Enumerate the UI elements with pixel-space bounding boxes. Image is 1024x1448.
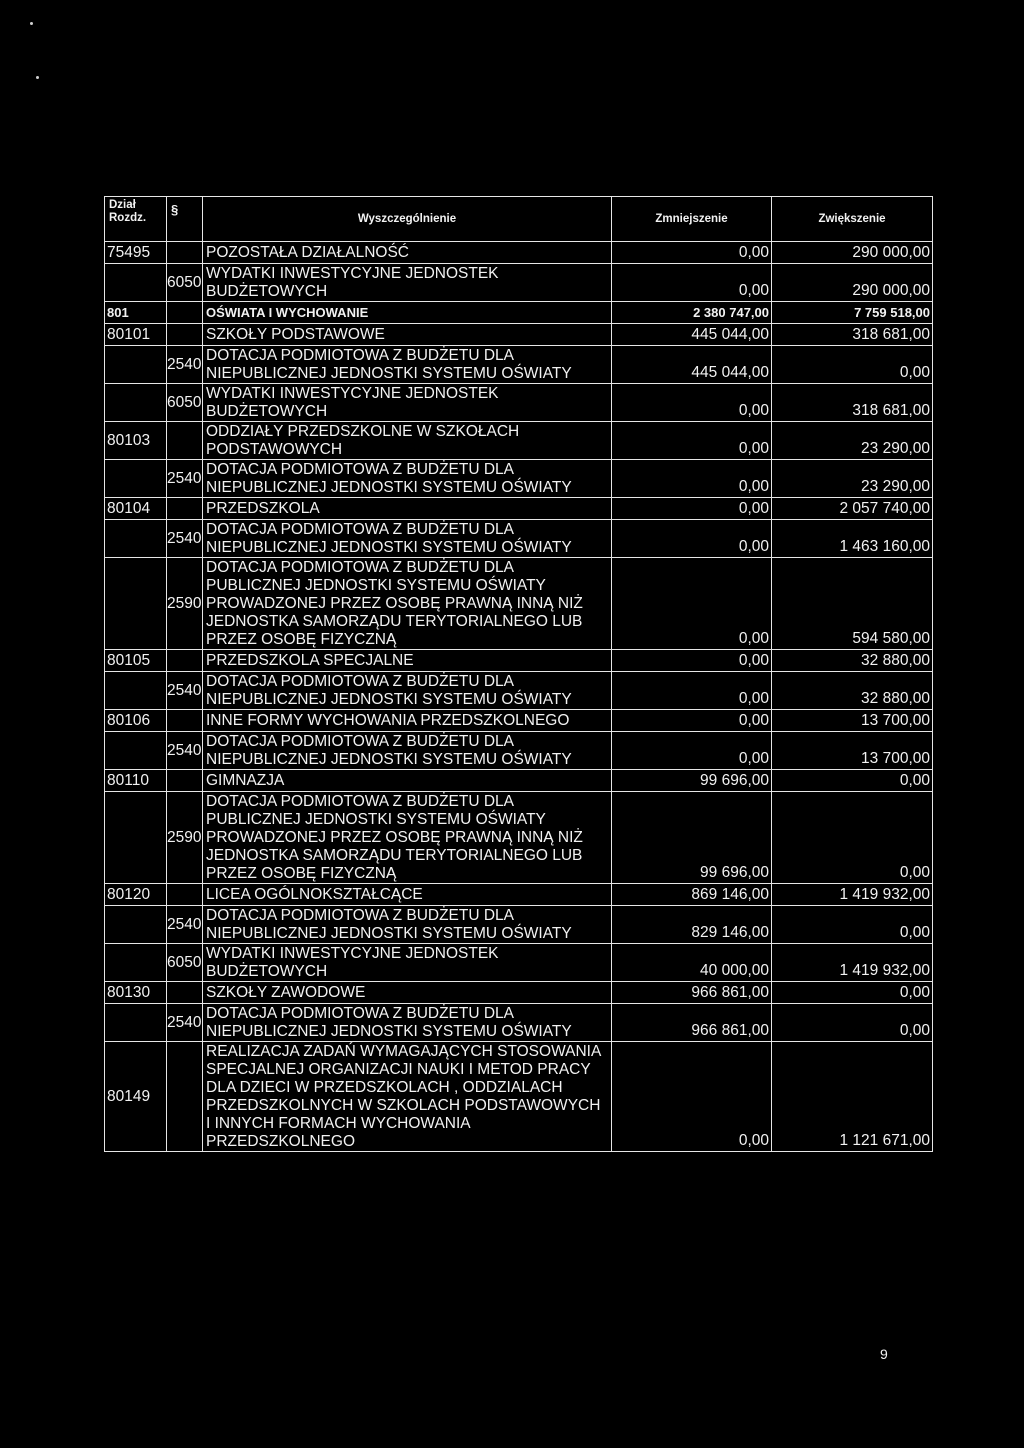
rozdz-cell: 801 [105,302,167,324]
header-rozdz: Rozdz. [109,212,147,224]
rozdz-cell: 80120 [105,884,167,906]
table-row [105,384,933,422]
description-cell: GIMNAZJA [203,770,612,792]
header-dzial: Dział [109,199,136,211]
description-cell: WYDATKI INWESTYCYJNE JEDNOSTEK BUDŻETOWYCH [203,944,612,982]
rozdz-cell [105,346,167,384]
table-row [105,944,933,982]
rozdz-cell: 80104 [105,498,167,520]
description-cell: INNE FORMY WYCHOWANIA PRZEDSZKOLNEGO [203,710,612,732]
description-cell: SZKOŁY PODSTAWOWE [203,324,612,346]
table-row [105,558,933,650]
paragraf-cell: 2540 [167,906,203,944]
zwiekszenie-cell: 0,00 [772,906,933,944]
zwiekszenie-cell: 13 700,00 [772,732,933,770]
zwiekszenie-cell: 2 057 740,00 [772,498,933,520]
zmniejszenie-cell: 40 000,00 [612,944,772,982]
description-cell: DOTACJA PODMIOTOWA Z BUDŻETU DLA NIEPUBLICZNEJ JEDNOSTKI SYSTEMU OŚWIATY [203,520,612,558]
zwiekszenie-cell: 0,00 [772,982,933,1004]
paragraf-cell: 2540 [167,1004,203,1042]
zwiekszenie-cell: 0,00 [772,346,933,384]
table-row [105,732,933,770]
zwiekszenie-cell: 594 580,00 [772,558,933,650]
table-row [105,906,933,944]
description-cell: DOTACJA PODMIOTOWA Z BUDŻETU DLA NIEPUBLICZNEJ JEDNOSTKI SYSTEMU OŚWIATY [203,732,612,770]
rozdz-cell [105,1004,167,1042]
zwiekszenie-cell: 290 000,00 [772,242,933,264]
table-row [105,1042,933,1152]
zwiekszenie-cell: 1 463 160,00 [772,520,933,558]
rozdz-cell [105,558,167,650]
paragraf-cell: 6050 [167,264,203,302]
zmniejszenie-cell: 0,00 [612,672,772,710]
table-header-row [105,197,933,242]
header-paragraf: § [167,197,203,242]
paragraf-cell: 2540 [167,520,203,558]
paragraf-cell: 2540 [167,672,203,710]
rozdz-cell: 80101 [105,324,167,346]
description-cell: OŚWIATA I WYCHOWANIE [203,302,612,324]
rozdz-cell: 80130 [105,982,167,1004]
paragraf-cell: 2540 [167,460,203,498]
description-cell: POZOSTAŁA DZIAŁALNOŚĆ [203,242,612,264]
description-cell: SZKOŁY ZAWODOWE [203,982,612,1004]
zmniejszenie-cell: 445 044,00 [612,346,772,384]
rozdz-cell: 80149 [105,1042,167,1152]
description-cell: DOTACJA PODMIOTOWA Z BUDŻETU DLA PUBLICZNEJ JEDNOSTKI SYSTEMU OŚWIATY PROWADZONEJ PRZEZ OSOBĘ PRAWNĄ INNĄ NIŻ JEDNOSTKA SAMORZĄDU TERYTORIALNEGO LUB PRZEZ OSOBĘ FIZYCZNĄ [203,558,612,650]
header-wyszczegolnienie: Wyszczególnienie [203,197,612,242]
table-row [105,346,933,384]
paragraf-cell [167,770,203,792]
zmniejszenie-cell: 0,00 [612,732,772,770]
zmniejszenie-cell: 0,00 [612,650,772,672]
description-cell: DOTACJA PODMIOTOWA Z BUDŻETU DLA NIEPUBLICZNEJ JEDNOSTKI SYSTEMU OŚWIATY [203,460,612,498]
rozdz-cell [105,906,167,944]
paragraf-cell [167,710,203,732]
zwiekszenie-cell: 13 700,00 [772,710,933,732]
rozdz-cell: 80103 [105,422,167,460]
paragraf-cell [167,884,203,906]
zwiekszenie-cell: 0,00 [772,770,933,792]
table-row [105,982,933,1004]
table-row [105,498,933,520]
zmniejszenie-cell: 99 696,00 [612,792,772,884]
zmniejszenie-cell: 99 696,00 [612,770,772,792]
table-row [105,242,933,264]
zwiekszenie-cell: 318 681,00 [772,384,933,422]
zmniejszenie-cell: 0,00 [612,498,772,520]
zmniejszenie-cell: 0,00 [612,460,772,498]
zwiekszenie-cell: 32 880,00 [772,672,933,710]
description-cell: ODDZIAŁY PRZEDSZKOLNE W SZKOŁACH PODSTAWOWYCH [203,422,612,460]
description-cell: DOTACJA PODMIOTOWA Z BUDŻETU DLA NIEPUBLICZNEJ JEDNOSTKI SYSTEMU OŚWIATY [203,346,612,384]
paragraf-cell: 6050 [167,944,203,982]
zmniejszenie-cell: 2 380 747,00 [612,302,772,324]
table-row [105,1004,933,1042]
paragraf-cell [167,422,203,460]
table-row [105,770,933,792]
rozdz-cell [105,384,167,422]
zwiekszenie-cell: 318 681,00 [772,324,933,346]
description-cell: WYDATKI INWESTYCYJNE JEDNOSTEK BUDŻETOWYCH [203,264,612,302]
description-cell: DOTACJA PODMIOTOWA Z BUDŻETU DLA NIEPUBLICZNEJ JEDNOSTKI SYSTEMU OŚWIATY [203,672,612,710]
table-row [105,884,933,906]
table-body [105,242,933,1152]
scan-speck [36,76,39,79]
zwiekszenie-cell: 23 290,00 [772,422,933,460]
paragraf-cell [167,498,203,520]
rozdz-cell [105,672,167,710]
paragraf-cell [167,982,203,1004]
table-row [105,422,933,460]
paragraf-cell [167,650,203,672]
zmniejszenie-cell: 0,00 [612,520,772,558]
zmniejszenie-cell: 0,00 [612,422,772,460]
zmniejszenie-cell: 0,00 [612,242,772,264]
table-row [105,302,933,324]
zmniejszenie-cell: 966 861,00 [612,982,772,1004]
zmniejszenie-cell: 829 146,00 [612,906,772,944]
zmniejszenie-cell: 966 861,00 [612,1004,772,1042]
zmniejszenie-cell: 0,00 [612,264,772,302]
paragraf-cell [167,302,203,324]
page-number: 9 [880,1346,888,1362]
zwiekszenie-cell: 1 419 932,00 [772,884,933,906]
description-cell: DOTACJA PODMIOTOWA Z BUDŻETU DLA PUBLICZNEJ JEDNOSTKI SYSTEMU OŚWIATY PROWADZONEJ PRZEZ OSOBĘ PRAWNĄ INNĄ NIŻ JEDNOSTKA SAMORZĄDU TERYTORIALNEGO LUB PRZEZ OSOBĘ FIZYCZNĄ [203,792,612,884]
header-zwiekszenie: Zwiększenie [772,197,933,242]
table-row [105,264,933,302]
rozdz-cell: 80105 [105,650,167,672]
zwiekszenie-cell: 0,00 [772,1004,933,1042]
zwiekszenie-cell: 7 759 518,00 [772,302,933,324]
paragraf-cell: 2540 [167,346,203,384]
zwiekszenie-cell: 32 880,00 [772,650,933,672]
zmniejszenie-cell: 0,00 [612,710,772,732]
zwiekszenie-cell: 1 419 932,00 [772,944,933,982]
scan-speck [30,22,33,25]
rozdz-cell: 80106 [105,710,167,732]
paragraf-cell [167,324,203,346]
table-row [105,650,933,672]
zwiekszenie-cell: 290 000,00 [772,264,933,302]
zmniejszenie-cell: 869 146,00 [612,884,772,906]
table-row [105,710,933,732]
description-cell: PRZEDSZKOLA SPECJALNE [203,650,612,672]
table-row [105,792,933,884]
paragraf-cell: 6050 [167,384,203,422]
paragraf-cell: 2540 [167,732,203,770]
rozdz-cell [105,520,167,558]
description-cell: WYDATKI INWESTYCYJNE JEDNOSTEK BUDŻETOWYCH [203,384,612,422]
zwiekszenie-cell: 23 290,00 [772,460,933,498]
zwiekszenie-cell: 1 121 671,00 [772,1042,933,1152]
rozdz-cell [105,460,167,498]
description-cell: DOTACJA PODMIOTOWA Z BUDŻETU DLA NIEPUBLICZNEJ JEDNOSTKI SYSTEMU OŚWIATY [203,1004,612,1042]
description-cell: DOTACJA PODMIOTOWA Z BUDŻETU DLA NIEPUBLICZNEJ JEDNOSTKI SYSTEMU OŚWIATY [203,906,612,944]
description-cell: PRZEDSZKOLA [203,498,612,520]
paragraf-cell: 2590 [167,792,203,884]
table-row [105,324,933,346]
zmniejszenie-cell: 445 044,00 [612,324,772,346]
budget-changes-table [104,196,933,1152]
header-dzial-rozdz [105,197,167,242]
description-cell: REALIZACJA ZADAŃ WYMAGAJĄCYCH STOSOWANIA SPECJALNEJ ORGANIZACJI NAUKI I METOD PRACY DLA DZIECI W PRZEDSZKOLACH , ODDZIALACH PRZEDSZKOLNYCH W SZKOLACH PODSTAWOWYCH I INNYCH FORMACH WYCHOWANIA PRZEDSZKOLNEGO [203,1042,612,1152]
zmniejszenie-cell: 0,00 [612,1042,772,1152]
table-row [105,460,933,498]
header-zmniejszenie: Zmniejszenie [612,197,772,242]
rozdz-cell [105,792,167,884]
rozdz-cell [105,732,167,770]
rozdz-cell: 80110 [105,770,167,792]
paragraf-cell [167,1042,203,1152]
zmniejszenie-cell: 0,00 [612,384,772,422]
description-cell: LICEA OGÓLNOKSZTAŁCĄCE [203,884,612,906]
zmniejszenie-cell: 0,00 [612,558,772,650]
paragraf-cell [167,242,203,264]
rozdz-cell: 75495 [105,242,167,264]
paragraf-cell: 2590 [167,558,203,650]
table-row [105,520,933,558]
rozdz-cell [105,944,167,982]
table-row [105,672,933,710]
rozdz-cell [105,264,167,302]
zwiekszenie-cell: 0,00 [772,792,933,884]
